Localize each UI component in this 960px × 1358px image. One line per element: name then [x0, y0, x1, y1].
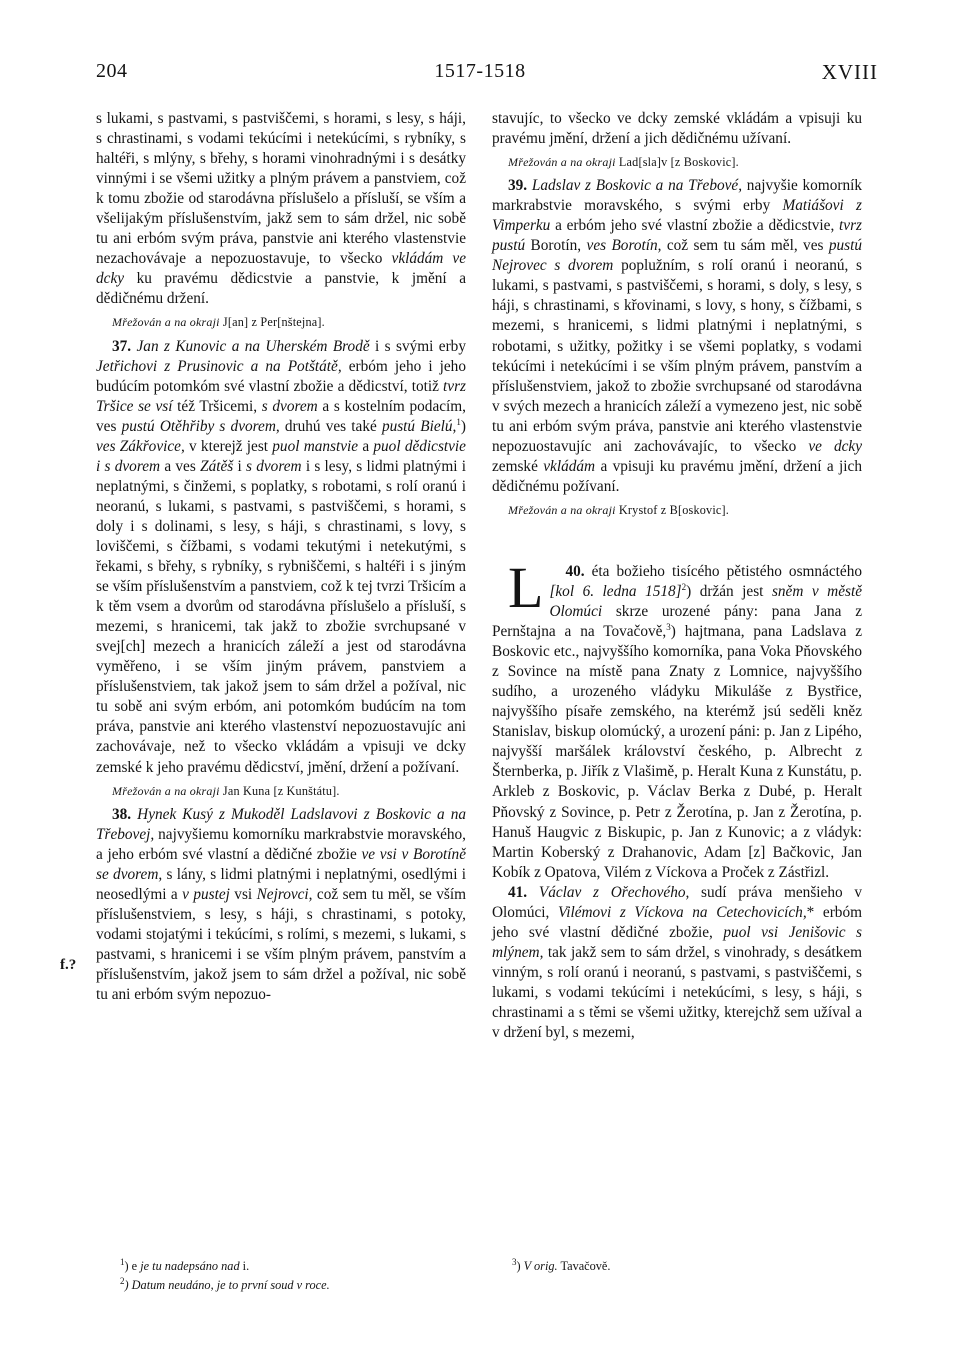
- paragraph-continued: s lukami, s pastvami, s pastviščemi, s horami, s lesy, s háji, s chrastinami, s vodami tekúcími i netekúcími, s rybníky, s haltéři, s mlýny, s břehy, s horami vinohradnými i s desátky vinnými i se všemi užitky a plným právem a panstviem, což k tomu zbožie od starodávna příslušelo a přísluší, se vším a všelijakým příslušenstvím, jakž sem to sám držel, nic sobě tu ani erbóm svým práva, panstvie ani kterého vlastenstvie nezachovávaje a nepozuostavuje, to všecko vkládám ve dcky ku pravému dědicstvie a panstvie, k jmění a dědičnému držení.: [96, 110, 467, 308]
- drop-cap: L: [508, 554, 544, 620]
- page-number: 204: [96, 60, 128, 82]
- margin-note-39: Mřežován a na okraji Krystof z B[oskovic].: [508, 502, 730, 517]
- page-years: 1517-1518: [434, 60, 526, 82]
- entry-39: 39. Ladslav z Boskovic a na Třebové, najvyšie komorník markrabstvie moravského, s svými erby Matiášovi z Vimperku a erbóm jeho své vlastní zbožie a dědicstvie, tvrz pustú Borotín, ves Borotín, což sem tu sám měl, ves pustú Nejrovec s dvorem poplužním, s rolí oranú i neoranú, s lukami, s pastvami, s pastviščemi, s horami, s doly, s lesy, s háji, s chrastinami, s křovinami, s lovy, s hony, s čížbami, s mezemi, s hranicemi, s lidmi platnými i neplatnými, s robotami, s užitky, požitky i se všemi poplatky, s vodami tekúcími i netekúcími i se vším plným právem, panstvím a příslušenstviem, jakož to zbožie svrchupsané od starodávna v svých mezech a hranicích záleží a vymezeno jest, nic sobě tu ani erbóm svým práva, panstvie ani kterého vlastenstvie nepozuostavujíc ani zachovávajíc, to všecko ve dcky zemské vkládám a vpisuji ku pravému jmění, držení a jich dědičnému požívaní.: [492, 177, 863, 495]
- paragraph-continued: stavujíc, to všecko ve dcky zemské vkládám a vpisuji ku pravému jmění, držení a jich dědičnému užívaní.: [492, 110, 862, 148]
- section-number: XVIII: [821, 60, 878, 84]
- footnotes-right: [512, 1257, 610, 1276]
- entry-37: 37. Jan z Kunovic a na Uherském Brodě i s svými erby Jetřichovi z Prusinovic a na Potštátě, erbóm jeho i jeho budúcím potomkóm své vlastní zbožie a dědicství, totiž tvrz Tršice se vsí též Tršicemi, s dvorem a s kostelním podacím, ves pustú Otěhřiby s dvorem, druhú ves také pustú Bielú,$^1$) ves Zákřovice, v kterejž jest puol manstvie a puol dědicstvie i s dvorem a ves Zátěš i s dvorem i s lesy, s lidmi platnými i neplatnými, s činžemi, s poplatky, s robotami, s rolí oranú i neoranú, s lukami, s pastvami, s pastviščemi, s horami, s doly i s dolinami, s lesy, s háji, s chrastinami, s lovy, s loviščemi, s čížbami, s vodami tekutými i netekutými, s řekami, s břehy, s rybníky, s rybniščemi, s haltéři i s jiným se vším příslušenstvím a panstviem, což k tej tvrzi Tršicím a k těm vsem a dvorům od starodávna příslušelo a přísluší, s mezemi, s hranicemi, tak jakž to zbožie svrchupsané v svej[ch] mezech a hranicích záleží a jest od starodávna vyměřeno, i se vším jiným právem, panstviem a příslušenstviem, tak jakož jsem to sám držel a požíval, nic tu sobě ani svým erbóm, ani potomkóm budúcím na tom práva, panstvie ani kterého vlastenství nepozuostavujíc ani zachovávaje, než to všecko vkládám a vpisuji ve dcky zemské k jeho pravému dědicství, jmění, držení a požívaní.: [96, 337, 466, 776]
- left-column: [96, 109, 466, 1005]
- footnote-1: $^1$) e je tu nadepsáno nad i.: [120, 1256, 250, 1273]
- folio-marker: f.?: [60, 957, 77, 973]
- footnotes-left: [120, 1257, 330, 1295]
- entry-40: 40. L éta božieho tisícého pětistého osmnáctého [kol 6. ledna 1518]$^2$) držán jest sněm v městě Olomúci skrze urozené pány: pana Jana z Pernštajna a na Tovačově,$^3$) hajtmana, pana Ladslava z Boskovic etc., najvyššího komorníka, pana Voka Pňovského z Sovince na místě pana Znaty z Lomnice, najvyššího sudího, a urozeného vládyku Mikuláše z Bystřice, najvyššího písaře zemského, na kterémž jsú seděli kněz Stanislav, biskup olomúcký, a urození páni: p. Jan z Lipého, najvyšší maršálek království českého, p. Albrecht z Šternberka, p. Jiřík z Vlašimě, p. Heralt Kuna z Kunstátu, p. Arkleb z Boskovic, p. Václav Berka z Dubé, p. Heralt Pňovský z Sovince, p. Petr z Žerotína, p. Jan z Žerotína, p. Hanuš Haugvic z Biskupic, p. Jan z Kunovic; a z vládyk: Martin Koberský z Drahanovic, Adam [z] Bačkovic, Jan Kobík z Opatova, Vilém z Víckova a Proček z Zástřizl.: [492, 554, 863, 881]
- margin-note-36: Mřežován a na okraji J[an] z Per[nštejna].: [112, 315, 325, 330]
- entry-41: 41. Václav z Ořechového, sudí práva menšieho v Olomúci, Vilémovi z Víckova na Cetechovicích,* erbóm jeho své vlastní dědičné zbožie, puol vsi Jenišovic s mlýnem, tak jakž sem to sám držel, s vinohrady, s desátkem vinným, s rolí oranú i neoranú, s pastvami, s pastviščemi, s lukami, s vodami tekúcími i netekúcími, s lesy, s háji, s chrastinami a s těmi se všemi užitky, kterejchž sem užíval a v držení byl, s mezemi,: [492, 883, 862, 1042]
- footnote-3: $^3$) V orig. Tavačově.: [512, 1256, 611, 1273]
- right-column: [492, 109, 862, 1043]
- section-gap: [492, 524, 862, 562]
- entry-38: 38. Hynek Kusý z Mukoděl Ladslavovi z Boskovic a na Třebovej, najvyšiemu komorníku markrabstvie moravského, a jeho erbóm své vlastní a dědičné zbožie ve vsi v Borotíně se dvorem, s lány, s lidmi platnými i neplatnými, osedlými i neosedlými a v pustej vsi Nejrovci, což sem tu měl, se vším příslušenstviem, s lesy, s háji, s chrastinami, s potoky, vodami stojatými i tekúcími, s rolími, s mezemi, s lukami, s pastvami, s hranicemi i se vším plným právem, panstvím a příslušenstvím, jakož jsem to sám držel a požíval, nic sobě tu ani erbóm svým nepozuo-: [96, 805, 467, 1004]
- margin-note-37: Mřežován a na okraji Jan Kuna [z Kunštátu].: [112, 783, 340, 798]
- footnote-2: $^2$) Datum neudáno, je to první soud v roce.: [120, 1275, 330, 1292]
- margin-note-38: Mřežován a na okraji Lad[sla]v [z Boskovic].: [508, 155, 739, 170]
